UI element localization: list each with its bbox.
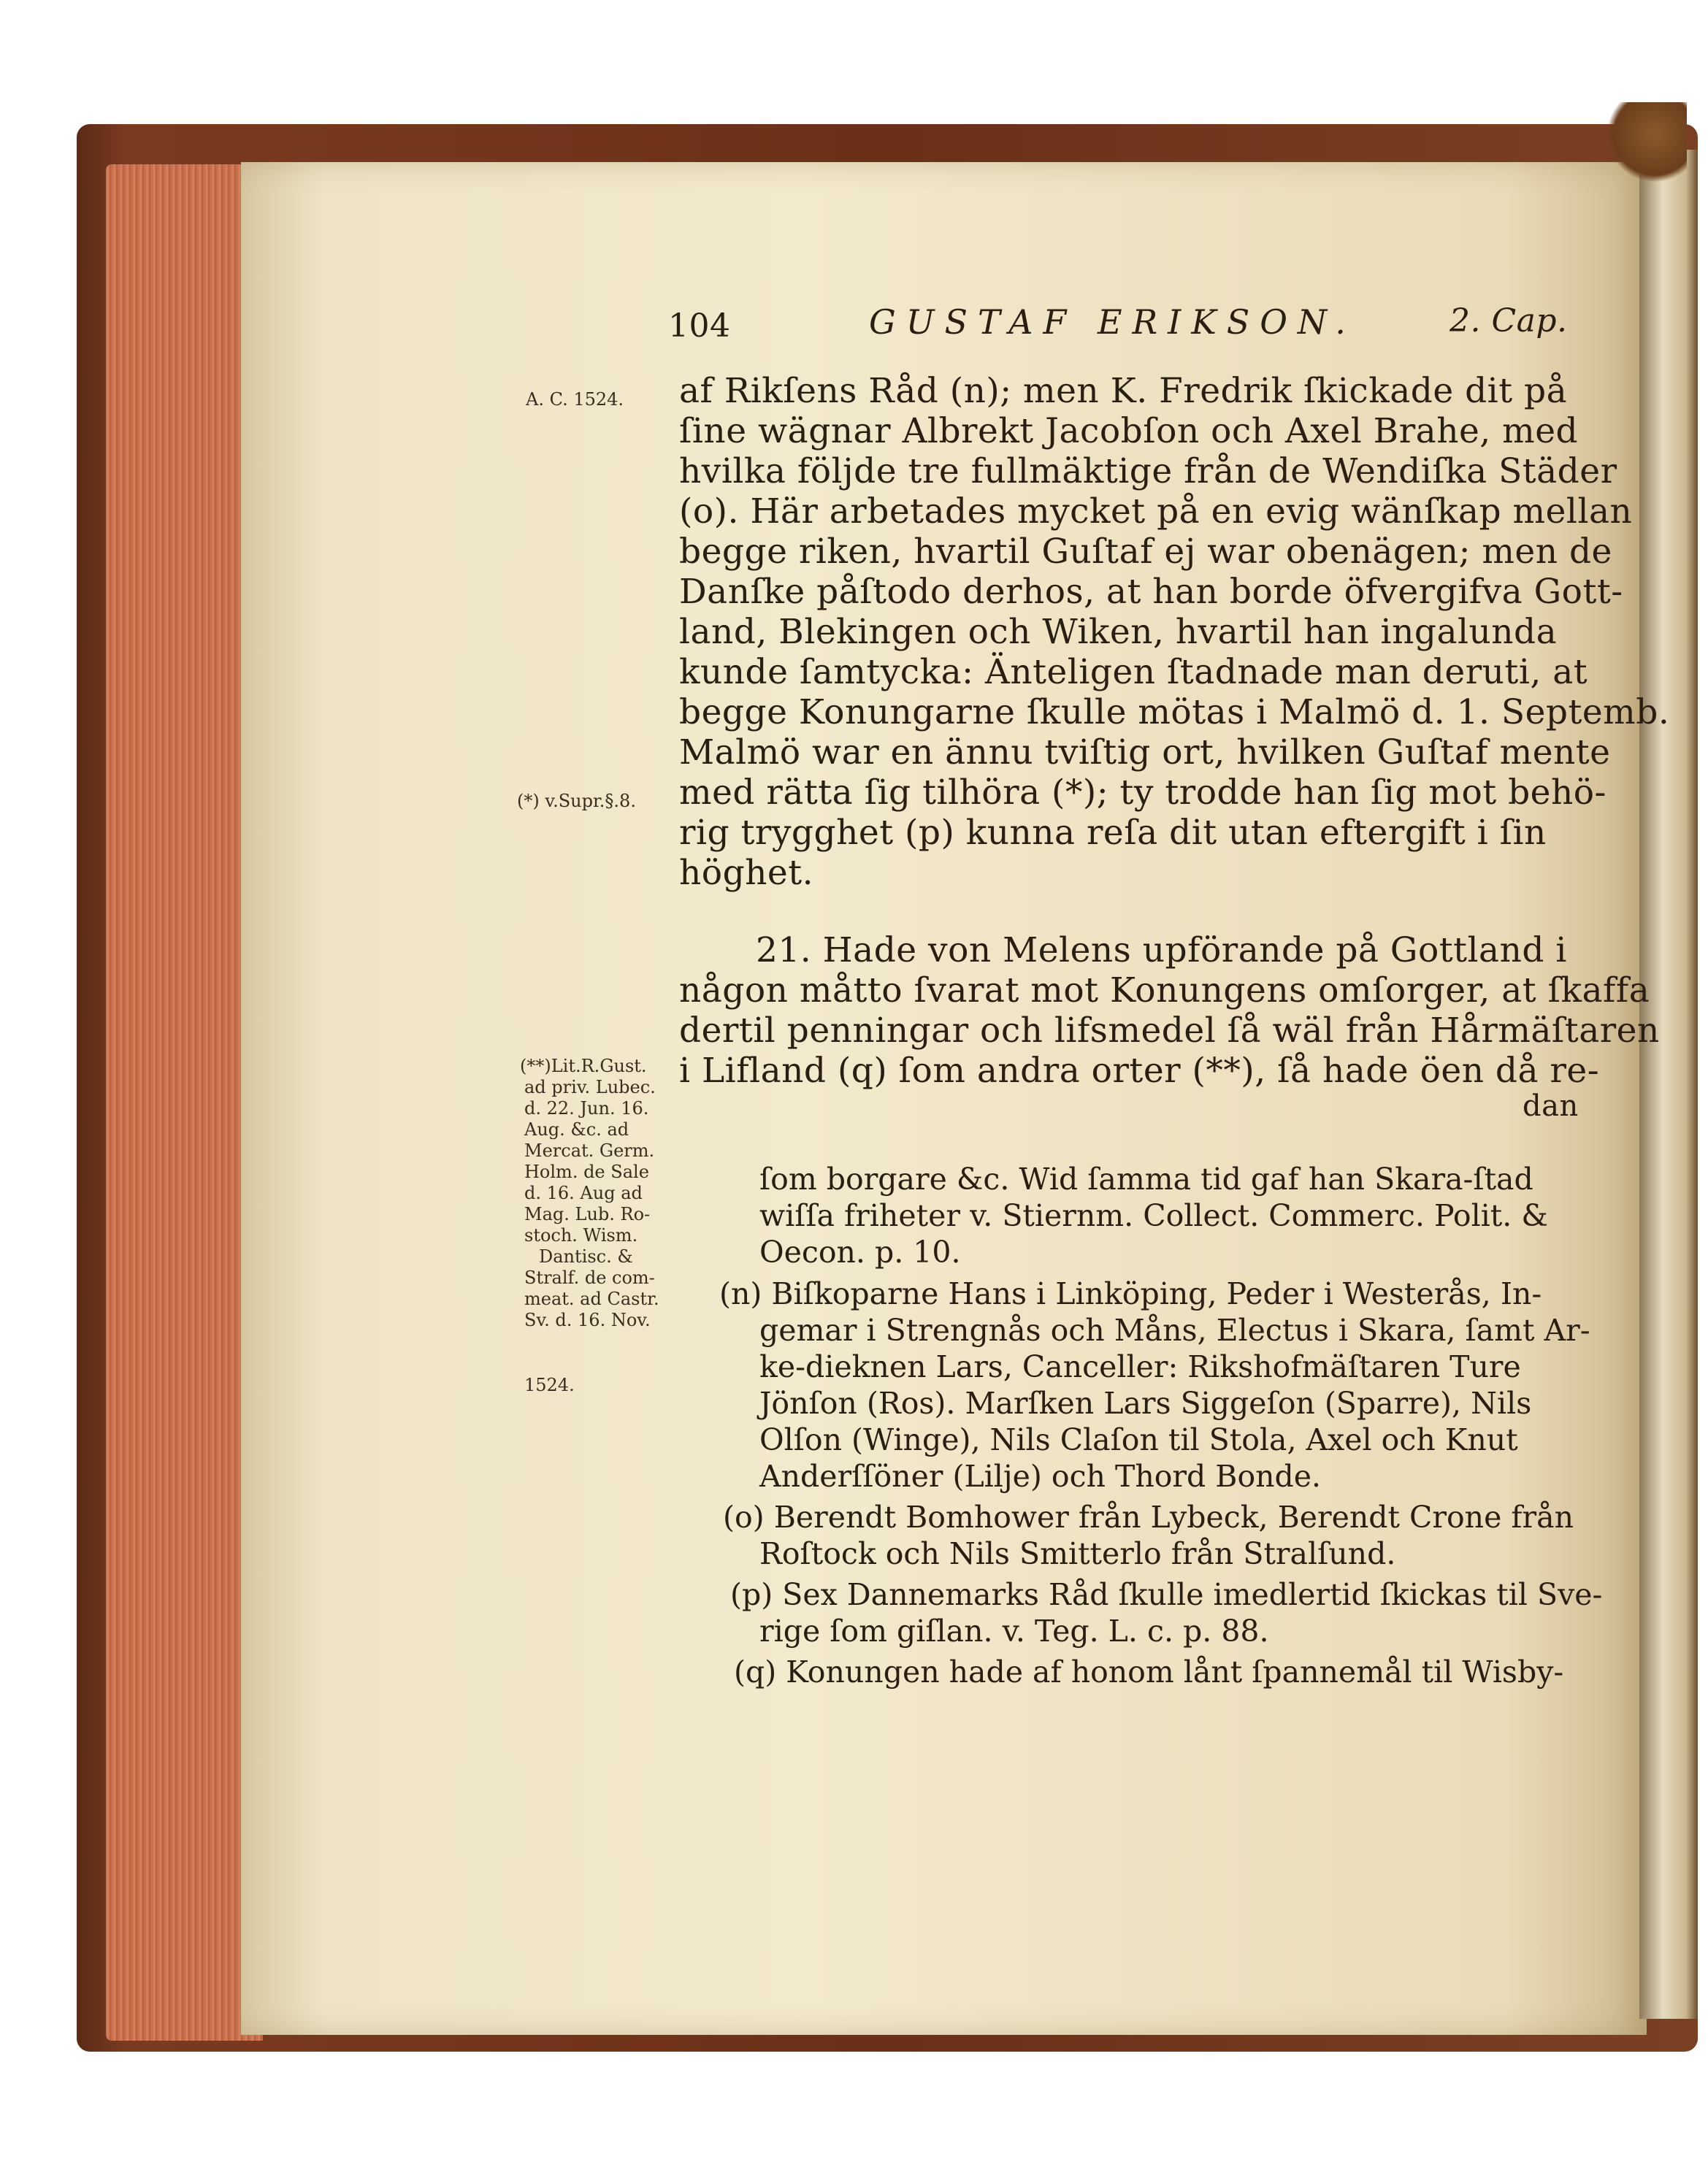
margin-line: Mag. Lub. Ro- (524, 1204, 651, 1224)
catchword: dan (1523, 1089, 1579, 1123)
text-line: (o). Här arbetades mycket på en evig wänſkap mellan (679, 491, 1633, 532)
margin-line: (**)Lit.R.Gust. (520, 1056, 647, 1076)
margin-line: d. 16. Aug ad (524, 1183, 643, 1203)
footnote-line: gemar i Strengnås och Måns, Electus i Skara, ſamt Ar- (759, 1313, 1590, 1348)
text-line: kunde ſamtycka: Änteligen ſtadnade man deruti, at (679, 652, 1588, 692)
margin-line: stoch. Wism. (524, 1225, 638, 1246)
margin-ref-star: (*) v.Supr.§.8. (517, 791, 636, 811)
margin-line: Mercat. Germ. (524, 1140, 655, 1161)
margin-line: d. 22. Jun. 16. (524, 1098, 649, 1119)
margin-line: Holm. de Sale (524, 1162, 649, 1182)
footnote-line: wiſſa friheter v. Stiernm. Collect. Commerc. Polit. & (759, 1198, 1548, 1233)
margin-line: ad priv. Lubec. (524, 1077, 656, 1097)
text-line: land, Blekingen och Wiken, hvartil han ingalunda (679, 612, 1558, 652)
footnote-q: (q) Konungen hade af honom lånt ſpannemål til Wisby- (734, 1654, 1564, 1690)
text-line: Danſke påſtodo derhos, at han borde öfvergifva Gott- (679, 572, 1623, 612)
footnote-line: ſom borgare &c. Wid ſamma tid gaf han Skara-ſtad (759, 1162, 1533, 1197)
footnote-p: (p) Sex Dannemarks Råd ſkulle imedlertid ſkickas til Sve- (730, 1577, 1603, 1612)
footnote-line: rige ſom giſlan. v. Teg. L. c. p. 88. (759, 1614, 1269, 1649)
margin-year: A. C. 1524. (526, 389, 624, 410)
text-line: 21. Hade von Melens upförande på Gottland i (756, 930, 1567, 970)
text-line: dertil penningar och lifsmedel ſå wäl från Hårmäſtaren (679, 1011, 1660, 1051)
margin-line: meat. ad Castr. (524, 1289, 659, 1309)
running-title: GUSTAF ERIKSON. (869, 302, 1356, 342)
text-line: någon måtto ſvarat mot Konungens omſorger, at ſkaffa (679, 970, 1650, 1011)
margin-line: 1524. (524, 1375, 575, 1395)
margin-line: Sv. d. 16. Nov. (524, 1310, 651, 1330)
footnote-n: (n) Biſkoparne Hans i Linköping, Peder i Westerås, In- (719, 1276, 1542, 1311)
margin-line: Aug. &c. ad (524, 1119, 629, 1140)
footnote-line: Oecon. p. 10. (759, 1235, 961, 1270)
spine-fray (1606, 102, 1687, 183)
book-gutter (1639, 150, 1698, 2019)
chapter-label: 2. Cap. (1449, 302, 1568, 340)
footnote-o: (o) Berendt Bomhower från Lybeck, Berendt Crone från (723, 1500, 1574, 1535)
text-line: höghet. (679, 853, 814, 893)
margin-line: Dantisc. & (539, 1246, 633, 1267)
footnote-line: Jönſon (Ros). Marſken Lars Siggeſon (Sparre), Nils (759, 1386, 1532, 1421)
text-line: rig trygghet (p) kunna reſa dit utan eftergift i ſin (679, 813, 1547, 853)
page-edges (106, 164, 263, 2041)
text-line: Malmö war en ännu tviſtig ort, hvilken Guſtaf mente (679, 732, 1611, 772)
footnote-line: ke-dieknen Lars, Canceller: Rikshofmäſtaren Ture (759, 1349, 1521, 1384)
page-number: 104 (668, 307, 731, 345)
text-line: i Lifland (q) ſom andra orter (**), ſå hade öen då re- (679, 1051, 1600, 1091)
text-line: af Rikſens Råd (n); men K. Fredrik ſkickade dit på (679, 371, 1568, 411)
footnote-line: Anderſſöner (Lilje) och Thord Bonde. (759, 1459, 1322, 1494)
footnote-line: Olſon (Winge), Nils Claſon til Stola, Axel och Knut (759, 1422, 1518, 1457)
margin-line: Stralf. de com- (524, 1268, 655, 1288)
text-line: ſine wägnar Albrekt Jacobſon och Axel Brahe, med (679, 411, 1579, 451)
text-line: med rätta ſig tilhöra (*); ty trodde han ſig mot behö- (679, 772, 1606, 813)
footnote-line: Roſtock och Nils Smitterlo från Stralſund. (759, 1536, 1396, 1571)
text-line: begge Konungarne ſkulle mötas i Malmö d. 1. Septemb. (679, 692, 1670, 732)
text-line: begge riken, hvartil Guſtaf ej war obenägen; men de (679, 532, 1612, 572)
text-line: hvilka följde tre fullmäktige från de Wendiſka Städer (679, 451, 1617, 491)
